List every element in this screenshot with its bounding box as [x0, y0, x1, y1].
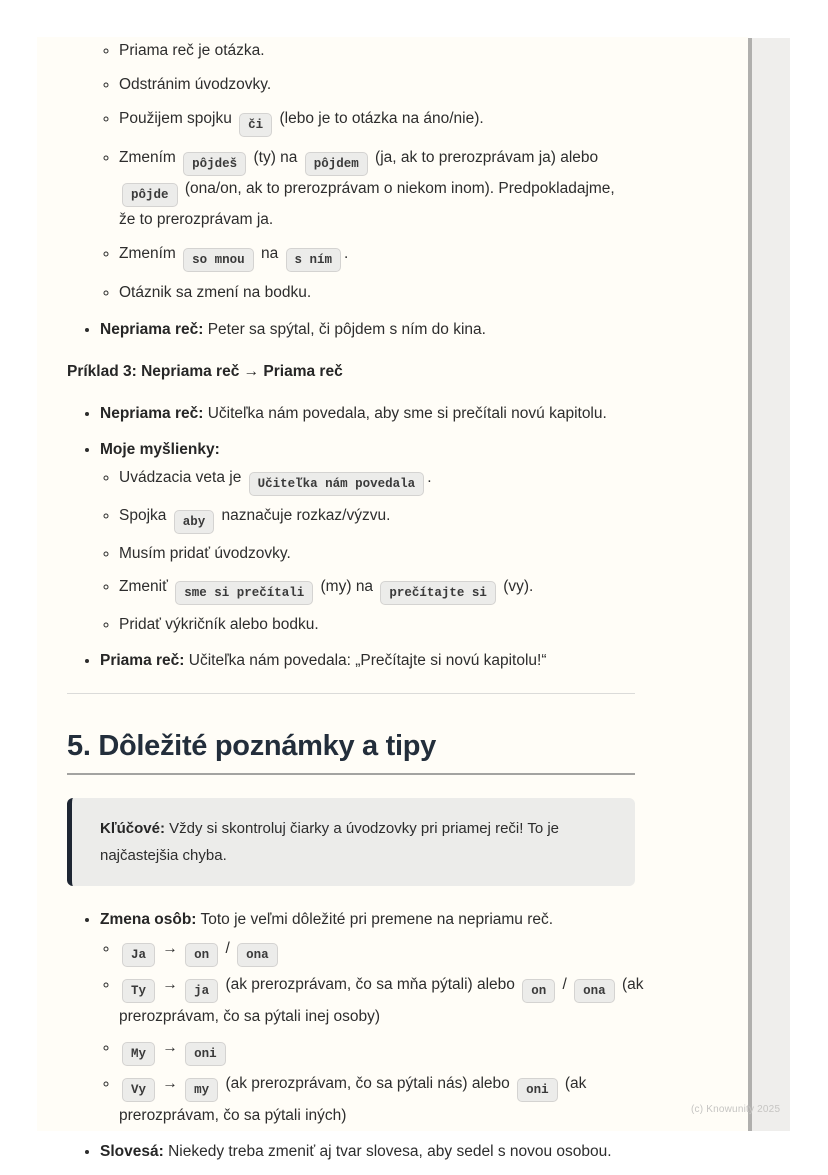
- text-run: (vy).: [498, 578, 534, 595]
- text-run: (ja, ak to prerozprávam ja) alebo: [370, 149, 599, 166]
- text-run: prerozprávam, čo sa pýtali iných): [119, 1107, 347, 1124]
- bullet-list-tips: [67, 907, 727, 1165]
- text-run: Niekedy treba zmeniť aj tvar slovesa, aby sedel s novou osobou.: [163, 1143, 612, 1160]
- sub-bullet-list-question-steps: [67, 38, 727, 306]
- bold-lead: Nepriama reč:: [100, 405, 204, 422]
- list-item: [119, 935, 727, 967]
- text-run: .: [344, 245, 349, 262]
- bold-lead: Kľúčové:: [100, 820, 165, 837]
- page-edge-strip: [748, 38, 790, 1131]
- text-run: Zmeniť: [119, 578, 173, 595]
- code-chip: so mnou: [183, 248, 254, 272]
- text-run: (lebo je to otázka na áno/nie).: [275, 110, 484, 127]
- text-run: na: [256, 245, 283, 262]
- text-run: Použijem spojku: [119, 110, 237, 127]
- code-chip: pôjdem: [305, 152, 368, 176]
- list-item: [119, 1034, 727, 1066]
- text-run: Musím pridať úvodzovky.: [119, 545, 291, 562]
- list-item: [119, 106, 727, 137]
- text-run: Peter sa spýtal, či pôjdem s ním do kina.: [203, 321, 486, 338]
- code-chip: pôjdeš: [183, 152, 246, 176]
- document-content: [67, 38, 727, 1175]
- bold-lead: Moje myšlienky:: [100, 441, 220, 458]
- code-chip: on: [185, 943, 218, 967]
- text-run: najčastejšia chyba.: [100, 847, 227, 864]
- code-chip: on: [522, 979, 555, 1003]
- bold-lead: Zmena osôb:: [100, 911, 197, 928]
- code-chip: sme si prečítali: [175, 581, 313, 605]
- text-run: (ty) na: [249, 149, 302, 166]
- text-run: Otáznik sa zmení na bodku.: [119, 284, 312, 301]
- code-chip: ja: [185, 979, 218, 1003]
- text-run: →: [158, 1075, 183, 1092]
- code-chip: aby: [174, 510, 215, 534]
- text-run: (ak: [560, 1075, 587, 1092]
- text-run: Učiteľka nám povedala, aby sme si prečítali novú kapitolu.: [203, 405, 607, 422]
- text-run: Pridať výkričník alebo bodku.: [119, 616, 319, 633]
- list-item: [119, 612, 727, 638]
- list-item: [100, 907, 727, 1129]
- list-item: [100, 1139, 727, 1165]
- list-item: [119, 241, 727, 272]
- bold-lead: Nepriama reč:: [100, 321, 204, 338]
- code-chip: ona: [574, 979, 615, 1003]
- text-run: (my) na: [316, 578, 378, 595]
- list-item: [100, 437, 727, 638]
- text-run: Zmením: [119, 245, 181, 262]
- code-chip: ona: [237, 943, 278, 967]
- list-item: [119, 1070, 727, 1129]
- list-item: [119, 465, 727, 496]
- text-run: Vždy si skontroluj čiarky a úvodzovky pri priamej reči! To je: [164, 820, 560, 837]
- copyright-watermark: (c) Knowunity 2025: [691, 1104, 781, 1115]
- text-run: Uvádzacia veta je: [119, 469, 246, 486]
- text-run: Toto je veľmi dôležité pri premene na nepriamu reč.: [196, 911, 554, 928]
- code-chip: Učiteľka nám povedala: [249, 472, 425, 496]
- text-run: (ak prerozprávam, čo sa pýtali nás) alebo: [221, 1075, 515, 1092]
- key-callout: [67, 798, 635, 886]
- bold-lead: Slovesá:: [100, 1143, 164, 1160]
- code-chip: či: [239, 113, 272, 137]
- code-chip: pôjde: [122, 183, 178, 207]
- text-run: naznačuje rozkaz/výzvu.: [217, 507, 391, 524]
- text-run: Zmením: [119, 149, 181, 166]
- list-item: [119, 541, 727, 567]
- code-chip: my: [185, 1078, 218, 1102]
- section-divider-thin: [67, 693, 635, 694]
- text-run: Učiteľka nám povedala: „Prečítajte si novú kapitolu!“: [184, 652, 547, 669]
- list-item: [119, 280, 727, 306]
- list-item: [119, 971, 727, 1030]
- text-run: Spojka: [119, 507, 171, 524]
- code-chip: Ty: [122, 979, 155, 1003]
- list-item: [119, 38, 727, 64]
- text-run: →: [158, 1039, 183, 1056]
- list-item: [100, 317, 727, 343]
- code-chip: s ním: [286, 248, 342, 272]
- list-item: [119, 503, 727, 534]
- text-run: (ona/on, ak to prerozprávam o niekom inom). Predpokladajme,: [180, 180, 615, 197]
- text-run: .: [427, 469, 432, 486]
- text-run: Odstránim úvodzovky.: [119, 76, 272, 93]
- bullet-list-nepriama-result: [67, 317, 727, 343]
- text-run: →: [158, 940, 183, 957]
- list-item: [100, 401, 727, 427]
- sub-list: [100, 935, 727, 1129]
- code-chip: Vy: [122, 1078, 155, 1102]
- text-run: /: [558, 976, 572, 993]
- code-chip: Ja: [122, 943, 155, 967]
- code-chip: oni: [517, 1078, 558, 1102]
- text-run: /: [221, 940, 235, 957]
- example3-title: Príklad 3: Nepriama reč → Priama reč: [67, 363, 343, 380]
- text-run: Priama reč je otázka.: [119, 42, 265, 59]
- list-item: [119, 574, 727, 605]
- text-run: že to prerozprávam ja.: [119, 211, 274, 228]
- section-heading: 5. Dôležité poznámky a tipy: [67, 730, 436, 762]
- code-chip: oni: [185, 1042, 226, 1066]
- list-item: [100, 648, 727, 674]
- list-item: [119, 72, 727, 98]
- heading-underline-rule: [67, 773, 635, 775]
- text-run: →: [158, 976, 183, 993]
- text-run: prerozprávam, čo sa pýtali inej osoby): [119, 1008, 381, 1025]
- bullet-list-example3: [67, 401, 727, 674]
- text-run: (ak prerozprávam, čo sa mňa pýtali) alebo: [221, 976, 520, 993]
- text-run: (ak: [617, 976, 644, 993]
- code-chip: My: [122, 1042, 155, 1066]
- bold-lead: Priama reč:: [100, 652, 185, 669]
- code-chip: prečítajte si: [380, 581, 496, 605]
- sub-list: [100, 465, 727, 638]
- list-item: [119, 145, 727, 233]
